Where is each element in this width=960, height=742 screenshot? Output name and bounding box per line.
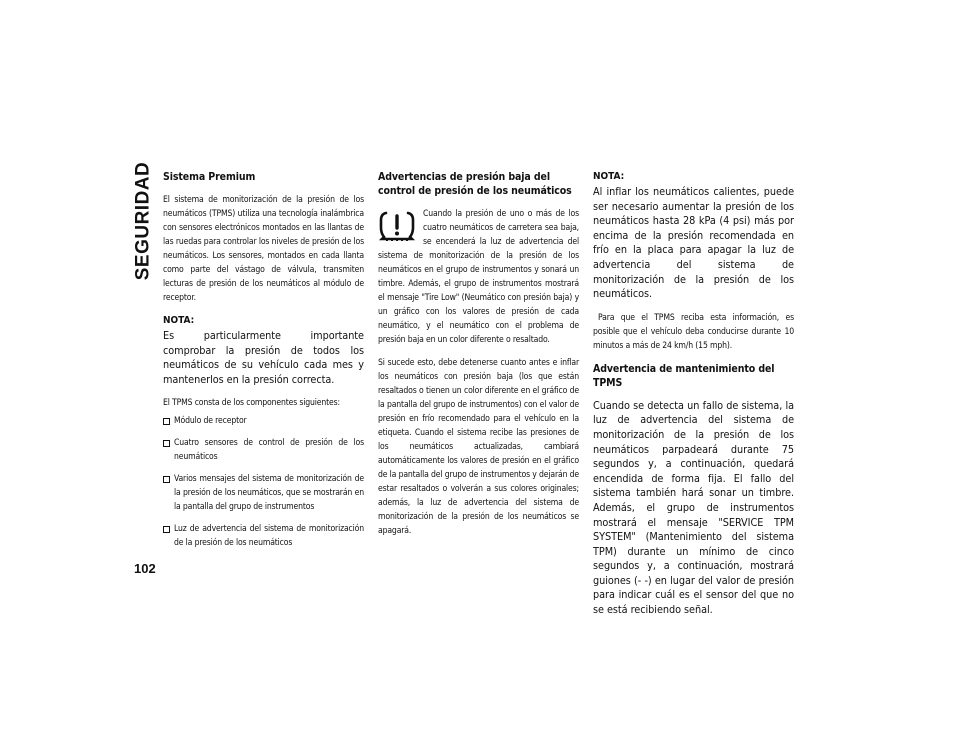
components-intro: El TPMS consta de los componentes siguientes: (163, 398, 340, 409)
components-list (163, 414, 364, 550)
tpms-maintenance-para: Cuando se detecta un fallo de sistema, la luz de advertencia del sistema de monitorización de la presión de los neumáticos parpadeará durante 75 segundos y, a continuación, quedará encendida de forma fija. El fallo del sistema también hará sonar un timbre. Además, el grupo de instrumentos mostrará el mensaje "SERVICE TPM SYSTEM" (Mantenimiento del sistema TPM) durante un mínimo de cinco segundos y, a continuación, mostrará guiones (- -) en lugar del valor de presión para indicar cuál es el sensor del que no se está recibiendo señal. (593, 398, 794, 617)
column-2 (378, 170, 579, 547)
page-number: 102 (134, 561, 156, 576)
column-1 (163, 170, 364, 558)
note-text: Es particularmente importante comprobar la presión de todos los neumáticos de su vehículo cada mes y mantenerlos en la presión correcta. (163, 329, 364, 386)
checkbox-bullet-icon (163, 418, 170, 425)
list-item: Varios mensajes del sistema de monitorización de la presión de los neumáticos, que se mostrarán en la pantalla del grupo de instrumentos (163, 472, 364, 514)
note-small-text: Para que el TPMS reciba esta información, es posible que el vehículo deba conducirse durante 10 minutos a más de 24 km/h (15 mph). (593, 312, 794, 351)
checkbox-bullet-icon (163, 476, 170, 483)
section-tab (132, 161, 154, 281)
low-pressure-para-2: Si sucede esto, debe detenerse cuanto antes e inflar los neumáticos con presión baja (los que están resaltados o tienen un color diferente en el gráfico de la pantalla del grupo de instrumentos) con el valor de presión en frío recomendado para el vehículo en la etiqueta. Cuando el sistema recibe las presiones de los neumáticos actualizadas, cambiará automáticamente los valores de presión en el gráfico de la pantalla del grupo de instrumentos y dejarán de estar resaltados o volverán a sus colores originales; además, la luz de advertencia del sistema de monitorización de la presión de los neumáticos se apagará. (378, 358, 579, 536)
note-text: Al inflar los neumáticos calientes, puede ser necesario aumentar la presión de los neumáticos hasta 28 kPa (4 psi) más por encima de la presión recomendada en frío en la placa para apagar la luz de advertencia del sistema de monitorización de la presión de los neumáticos. (593, 185, 794, 301)
low-pressure-para-1: Cuando la presión de uno o más de los cuatro neumáticos de carretera sea baja, se encenderá la luz de advertencia del sistema de monitorización de la presión de los neumáticos en el grupo de instrumentos y sonará un timbre. Además, el grupo de instrumentos mostrará el mensaje "Tire Low" (Neumático con presión baja) y un gráfico con los valores de presión de cada neumático, y el neumático con el problema de presión baja en un color diferente o resaltado. (378, 209, 579, 345)
note-label: NOTA: (593, 171, 625, 182)
premium-system-heading: Sistema Premium (163, 171, 256, 183)
low-pressure-warnings-heading: Advertencias de presión baja del control de presión de los neumáticos (378, 171, 572, 197)
premium-system-intro: El sistema de monitorización de la presión de los neumáticos (TPMS) utiliza una tecnología inalámbrica con sensores electrónicos montados en las llantas de las ruedas para controlar los niveles de presión de los neumáticos. Los sensores, montados en cada llanta como parte del vástago de válvula, transmiten lecturas de presión de los neumáticos al módulo de receptor. (163, 195, 364, 303)
section-tab-label: SEGURIDAD (132, 161, 154, 281)
checkbox-bullet-icon (163, 526, 170, 533)
list-item: Luz de advertencia del sistema de monitorización de la presión de los neumáticos (163, 522, 364, 550)
list-item: Módulo de receptor (163, 414, 364, 428)
checkbox-bullet-icon (163, 440, 170, 447)
list-item: Cuatro sensores de control de presión de los neumáticos (163, 436, 364, 464)
column-3 (593, 170, 794, 627)
note-label: NOTA: (163, 315, 195, 326)
tpms-maintenance-heading: Advertencia de mantenimiento del TPMS (593, 362, 775, 389)
tire-pressure-warning-icon (378, 208, 416, 242)
